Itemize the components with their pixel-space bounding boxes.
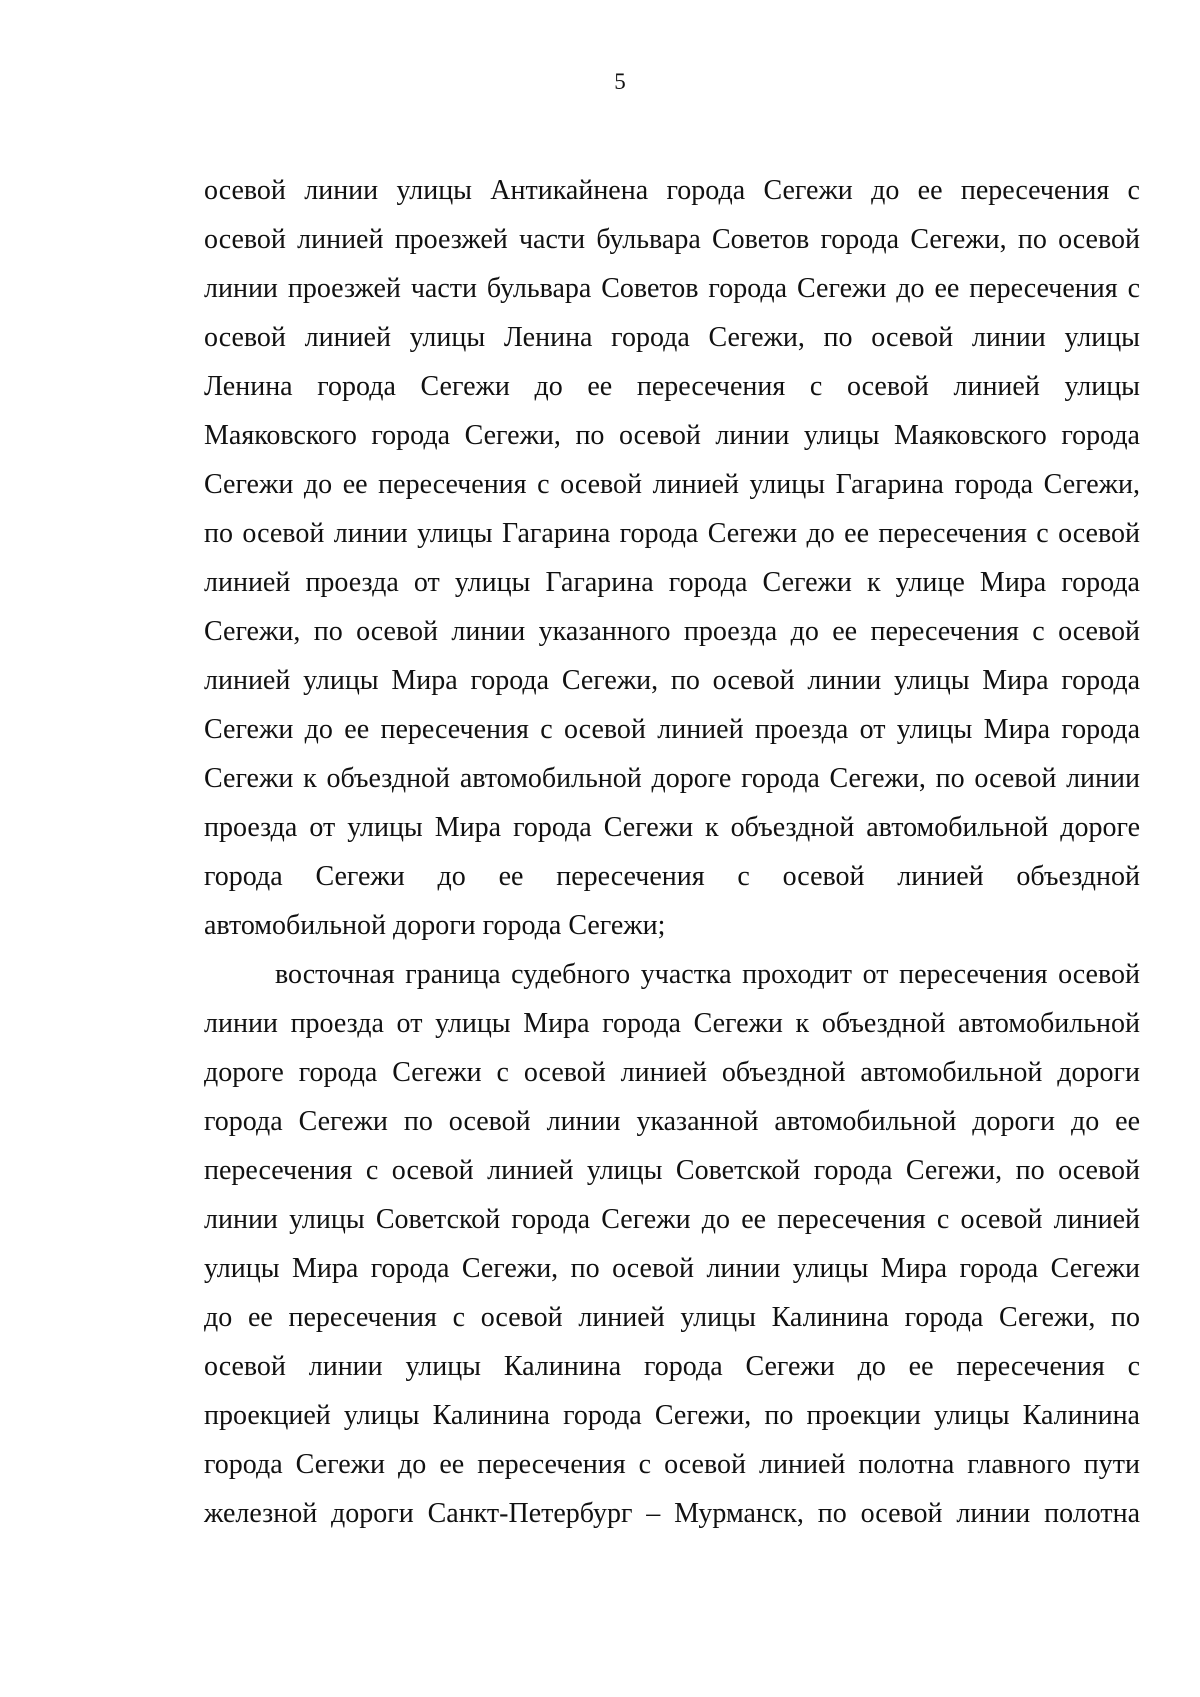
text-line: дороге города Сегежи с осевой линией объездной автомобильной дороги (204, 1057, 1140, 1088)
text-line: проекцией улицы Калинина города Сегежи, по проекции улицы Калинина (204, 1400, 1140, 1431)
paragraph-first-line: восточная граница судебного участка проходит от пересечения осевой (275, 959, 1140, 990)
text-line: по осевой линии улицы Гагарина города Сегежи до ее пересечения с осевой (204, 518, 1140, 549)
text-line: Маяковского города Сегежи, по осевой линии улицы Маяковского города (204, 420, 1140, 451)
text-line: Сегежи, по осевой линии указанного проезда до ее пересечения с осевой (204, 616, 1140, 647)
text-line: осевой линии улицы Антикайнена города Сегежи до ее пересечения с (204, 175, 1140, 206)
text-line: Сегежи до ее пересечения с осевой линией улицы Гагарина города Сегежи, (204, 469, 1140, 500)
text-line: автомобильной дороги города Сегежи; (204, 910, 666, 941)
text-line: города Сегежи по осевой линии указанной автомобильной дороги до ее (204, 1106, 1140, 1137)
text-line: линии улицы Советской города Сегежи до ее пересечения с осевой линией (204, 1204, 1140, 1235)
text-line: проезда от улицы Мира города Сегежи к объездной автомобильной дороге (204, 812, 1140, 843)
text-line: линией улицы Мира города Сегежи, по осевой линии улицы Мира города (204, 665, 1140, 696)
text-line: Сегежи к объездной автомобильной дороге города Сегежи, по осевой линии (204, 763, 1140, 794)
text-line: пересечения с осевой линией улицы Советской города Сегежи, по осевой (204, 1155, 1140, 1186)
text-line: осевой линией улицы Ленина города Сегежи, по осевой линии улицы (204, 322, 1140, 353)
text-line: линией проезда от улицы Гагарина города Сегежи к улице Мира города (204, 567, 1140, 598)
body-text (204, 171, 1140, 1543)
text-line: Ленина города Сегежи до ее пересечения с осевой линией улицы (204, 371, 1140, 402)
text-line: линии проезда от улицы Мира города Сегежи к объездной автомобильной (204, 1008, 1140, 1039)
text-line: линии проезжей части бульвара Советов города Сегежи до ее пересечения с (204, 273, 1140, 304)
text-line: осевой линии улицы Калинина города Сегежи до ее пересечения с (204, 1351, 1140, 1382)
text-line: города Сегежи до ее пересечения с осевой линией объездной (204, 861, 1140, 892)
page-number: 5 (614, 69, 626, 94)
text-line: до ее пересечения с осевой линией улицы Калинина города Сегежи, по (204, 1302, 1140, 1333)
text-line: города Сегежи до ее пересечения с осевой линией полотна главного пути (204, 1449, 1140, 1480)
text-line: осевой линией проезжей части бульвара Советов города Сегежи, по осевой (204, 224, 1140, 255)
text-line: Сегежи до ее пересечения с осевой линией проезда от улицы Мира города (204, 714, 1140, 745)
text-line: железной дороги Санкт-Петербург – Мурманск, по осевой линии полотна (204, 1498, 1140, 1529)
text-line: улицы Мира города Сегежи, по осевой линии улицы Мира города Сегежи (204, 1253, 1140, 1284)
